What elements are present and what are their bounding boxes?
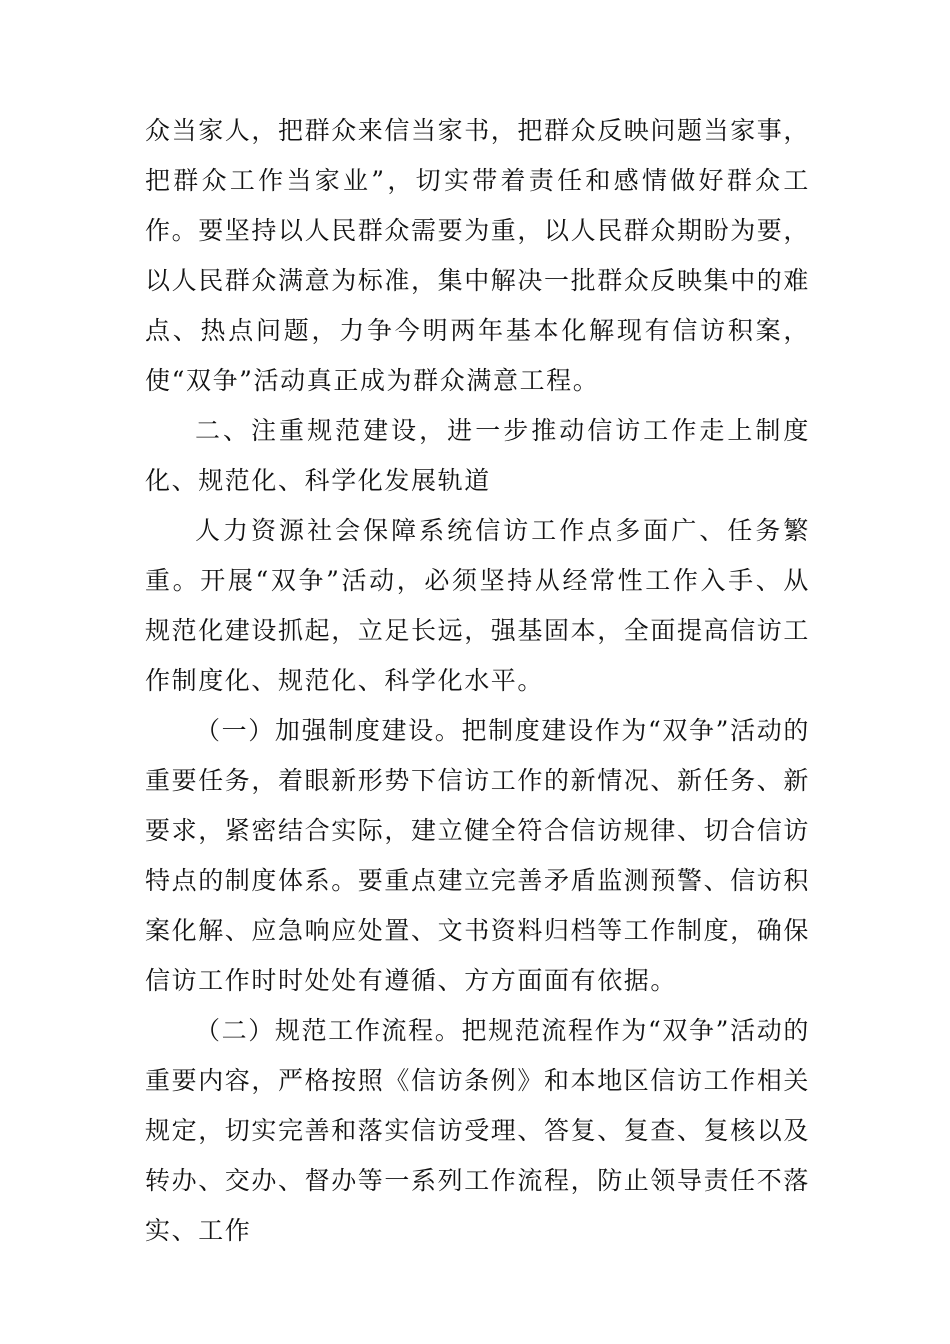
paragraph-continuation: 众当家人，把群众来信当家书，把群众反映问题当家事，把群众工作当家业”，切实带着责任和感情做好群众工作。要坚持以人民群众需要为重，以人民群众期盼为要，以人民群众满意为标准，集中解决一批群众反映集中的难点、热点问题，力争今明两年基本化解现有信访积案，使“双争”活动真正成为群众满意工程。 (145, 116, 811, 395)
section-heading-two: 二、注重规范建设，进一步推动信访工作走上制度化、规范化、科学化发展轨道 (145, 416, 810, 495)
paragraph-section-intro: 人力资源社会保障系统信访工作点多面广、任务繁重。开展“双争”活动，必须坚持从经常性工作入手、从规范化建设抓起，立足长远，强基固本，全面提高信访工作制度化、规范化、科学化水平。 (145, 516, 811, 695)
document-body (145, 106, 810, 1256)
paragraph-item-one: （一）加强制度建设。把制度建设作为“双争”活动的重要任务，着眼新形势下信访工作的新情况、新任务、新要求，紧密结合实际，建立健全符合信访规律、切合信访特点的制度体系。要重点建立完善矛盾监测预警、信访积案化解、应急响应处置、文书资料归档等工作制度，确保信访工作时时处处有遵循、方方面面有依据。 (145, 716, 811, 995)
paragraph-item-two: （二）规范工作流程。把规范流程作为“双争”活动的重要内容，严格按照《信访条例》和本地区信访工作相关规定，切实完善和落实信访受理、答复、复查、复核以及转办、交办、督办等一系列工作流程，防止领导责任不落实、工作 (145, 1016, 811, 1245)
